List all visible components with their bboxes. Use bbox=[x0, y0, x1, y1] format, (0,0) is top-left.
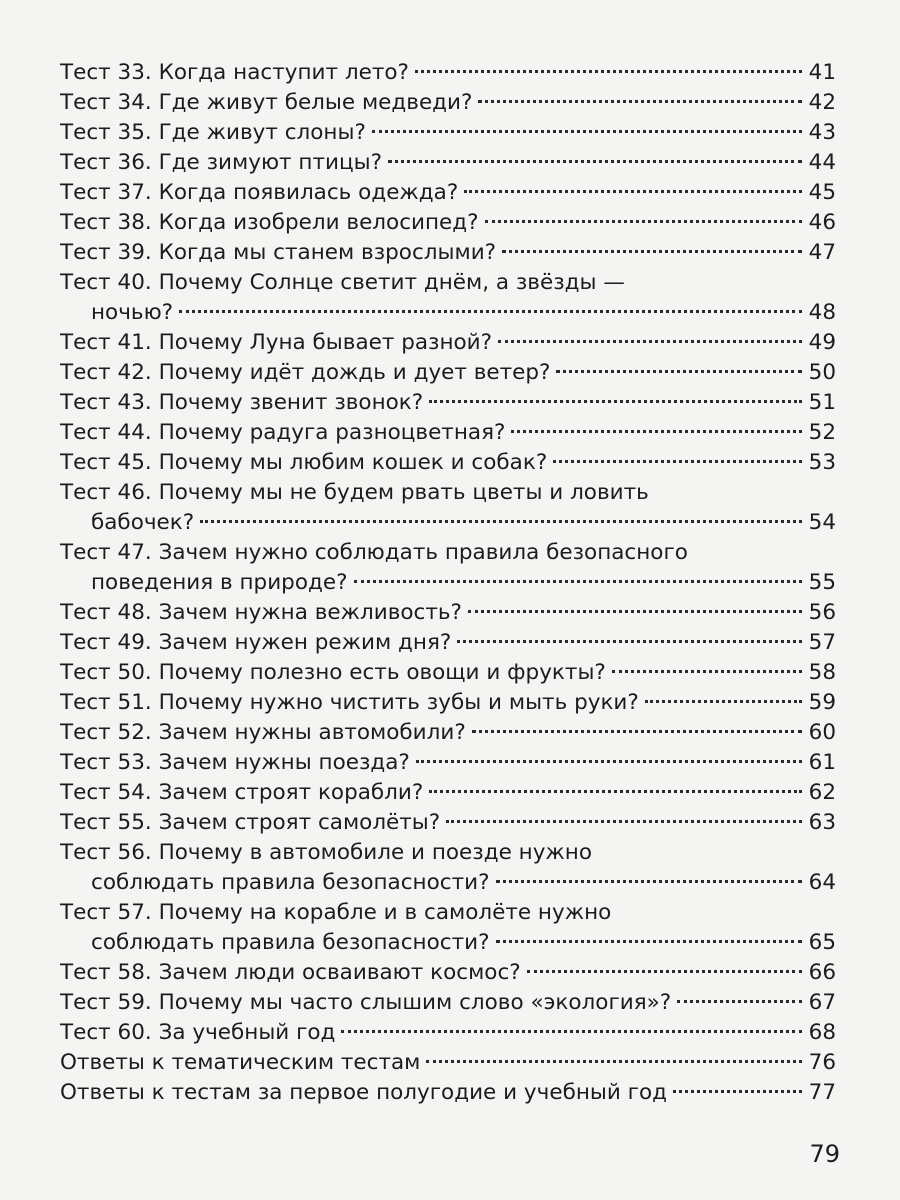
toc-entry bbox=[60, 178, 836, 208]
toc-page-number: 46 bbox=[808, 210, 836, 235]
toc-page-number: 64 bbox=[808, 870, 836, 895]
toc-entry-title: Тест 34. Где живут белые медведи? bbox=[60, 90, 473, 115]
toc-entry-title: Тест 33. Когда наступит лето? bbox=[60, 60, 409, 85]
dot-leader bbox=[527, 970, 802, 973]
toc-entry bbox=[60, 418, 836, 448]
dot-leader bbox=[429, 790, 802, 793]
dot-leader bbox=[415, 70, 802, 73]
toc-entry-line bbox=[60, 958, 836, 988]
toc-entry bbox=[60, 538, 836, 598]
dot-leader bbox=[429, 400, 802, 403]
toc-entry bbox=[60, 88, 836, 118]
dot-leader bbox=[478, 100, 802, 103]
toc-entry bbox=[60, 838, 836, 898]
toc-entry-title: Тест 59. Почему мы часто слышим слово «экология»? bbox=[60, 990, 672, 1015]
toc-entry-line bbox=[60, 388, 836, 418]
toc-page-number: 52 bbox=[808, 420, 836, 445]
dot-leader bbox=[372, 130, 802, 133]
toc-entry bbox=[60, 1048, 836, 1078]
toc-entry bbox=[60, 268, 836, 328]
toc-entry-title: ночью? bbox=[91, 300, 174, 325]
toc-entry bbox=[60, 628, 836, 658]
toc-entry-title: Тест 54. Зачем строят корабли? bbox=[60, 780, 424, 805]
toc-entry-line bbox=[60, 1018, 836, 1048]
toc-entry-title: Тест 39. Когда мы станем взрослыми? bbox=[60, 240, 497, 265]
dot-leader bbox=[354, 580, 803, 583]
toc-page-number: 44 bbox=[808, 150, 836, 175]
toc-entry-line bbox=[60, 268, 836, 298]
toc-entry-line bbox=[60, 118, 836, 148]
dot-leader bbox=[341, 1030, 802, 1033]
toc-entry bbox=[60, 328, 836, 358]
dot-leader bbox=[673, 1090, 802, 1093]
toc-entry-title: Тест 35. Где живут слоны? bbox=[60, 120, 366, 145]
toc-page-number: 55 bbox=[808, 570, 836, 595]
toc-entry bbox=[60, 598, 836, 628]
toc-entry-title: Тест 41. Почему Луна бывает разной? bbox=[60, 330, 493, 355]
toc-entry-title: Тест 60. За учебный год bbox=[60, 1020, 336, 1045]
toc-page-number: 49 bbox=[808, 330, 836, 355]
toc-entry-line bbox=[60, 58, 836, 88]
dot-leader bbox=[446, 820, 802, 823]
toc-entry-title: Тест 55. Зачем строят самолёты? bbox=[60, 810, 441, 835]
dot-leader bbox=[388, 160, 802, 163]
toc-entry-title: Тест 49. Зачем нужен режим дня? bbox=[60, 630, 452, 655]
toc-entry-line bbox=[60, 448, 836, 478]
toc-page-number: 77 bbox=[808, 1080, 836, 1105]
toc-page-number: 48 bbox=[808, 300, 836, 325]
toc-entry-line bbox=[60, 358, 836, 388]
toc-entry-title: Тест 51. Почему нужно чистить зубы и мыть руки? bbox=[60, 690, 639, 715]
toc-entry-line bbox=[60, 748, 836, 778]
toc-entry-line bbox=[60, 478, 836, 508]
toc-page-number: 67 bbox=[808, 990, 836, 1015]
toc-page-number: 54 bbox=[808, 510, 836, 535]
toc-page-number: 43 bbox=[808, 120, 836, 145]
dot-leader bbox=[553, 460, 802, 463]
toc-entry-line bbox=[60, 178, 836, 208]
toc-entry bbox=[60, 658, 836, 688]
dot-leader bbox=[496, 940, 803, 943]
toc-entry-line bbox=[60, 598, 836, 628]
dot-leader bbox=[472, 730, 802, 733]
dot-leader bbox=[677, 1000, 802, 1003]
toc-page-number: 61 bbox=[808, 750, 836, 775]
toc-entry bbox=[60, 718, 836, 748]
toc-page-number: 65 bbox=[808, 930, 836, 955]
toc-page-number: 60 bbox=[808, 720, 836, 745]
dot-leader bbox=[200, 520, 802, 523]
toc-entry-title: Тест 57. Почему на корабле и в самолёте нужно bbox=[60, 900, 612, 925]
toc-page-number: 59 bbox=[808, 690, 836, 715]
toc-page-number: 53 bbox=[808, 450, 836, 475]
toc-entry-line bbox=[60, 538, 836, 568]
toc-entry-title: Тест 58. Зачем люди осваивают космос? bbox=[60, 960, 521, 985]
toc-page-number: 56 bbox=[808, 600, 836, 625]
toc-entry bbox=[60, 118, 836, 148]
dot-leader bbox=[496, 880, 803, 883]
dot-leader bbox=[457, 640, 802, 643]
toc-entry-title: поведения в природе? bbox=[91, 570, 348, 595]
toc-entry-line bbox=[60, 628, 836, 658]
toc-entry-line bbox=[60, 328, 836, 358]
toc-page-number: 58 bbox=[808, 660, 836, 685]
toc-entry-title: Тест 53. Зачем нужны поезда? bbox=[60, 750, 410, 775]
toc-entry-title: Тест 44. Почему радуга разноцветная? bbox=[60, 420, 506, 445]
dot-leader bbox=[556, 370, 802, 373]
toc-entry-continuation bbox=[60, 868, 836, 898]
dot-leader bbox=[498, 340, 802, 343]
toc-entry-title: Тест 50. Почему полезно есть овощи и фрукты? bbox=[60, 660, 606, 685]
toc-entry bbox=[60, 1078, 836, 1108]
toc-entry-title: Тест 38. Когда изобрели велосипед? bbox=[60, 210, 479, 235]
toc-entry-line bbox=[60, 688, 836, 718]
toc-entry bbox=[60, 448, 836, 478]
toc-entry-continuation bbox=[60, 508, 836, 538]
toc-entry bbox=[60, 988, 836, 1018]
toc-entry-title: Тест 47. Зачем нужно соблюдать правила безопасного bbox=[60, 540, 688, 565]
toc-entry-continuation bbox=[60, 568, 836, 598]
toc-entry bbox=[60, 748, 836, 778]
toc-entry-line bbox=[60, 1048, 836, 1078]
toc-entry-title: Ответы к тестам за первое полугодие и учебный год bbox=[60, 1080, 667, 1105]
toc-entry-line bbox=[60, 1078, 836, 1108]
toc-entry-continuation bbox=[60, 298, 836, 328]
toc-entry bbox=[60, 898, 836, 958]
toc-page-number: 45 bbox=[808, 180, 836, 205]
toc-entry-title: Тест 43. Почему звенит звонок? bbox=[60, 390, 424, 415]
toc-entry bbox=[60, 1018, 836, 1048]
toc-entry-line bbox=[60, 238, 836, 268]
toc-entry-line bbox=[60, 658, 836, 688]
toc-entry-title: Тест 52. Зачем нужны автомобили? bbox=[60, 720, 466, 745]
toc-entry bbox=[60, 358, 836, 388]
dot-leader bbox=[426, 1060, 802, 1063]
toc-page-number: 66 bbox=[808, 960, 836, 985]
toc-page-number: 50 bbox=[808, 360, 836, 385]
dot-leader bbox=[485, 220, 802, 223]
page-number: 79 bbox=[809, 1140, 840, 1168]
toc-entry-line bbox=[60, 898, 836, 928]
toc-page-number: 63 bbox=[808, 810, 836, 835]
toc-entry-line bbox=[60, 778, 836, 808]
toc-entry bbox=[60, 478, 836, 538]
toc-entry-line bbox=[60, 718, 836, 748]
toc-entry-title: Тест 46. Почему мы не будем рвать цветы и ловить bbox=[60, 480, 649, 505]
toc-entry bbox=[60, 688, 836, 718]
toc-entry-title: Тест 40. Почему Солнце светит днём, а звёзды — bbox=[60, 270, 625, 295]
toc-page-number: 42 bbox=[808, 90, 836, 115]
toc-entry-title: Тест 48. Зачем нужна вежливость? bbox=[60, 600, 462, 625]
toc-entry-line bbox=[60, 988, 836, 1018]
dot-leader bbox=[511, 430, 802, 433]
toc-entry-title: соблюдать правила безопасности? bbox=[91, 930, 490, 955]
toc-entry bbox=[60, 958, 836, 988]
table-of-contents bbox=[60, 58, 836, 1108]
toc-entry-line bbox=[60, 88, 836, 118]
toc-page-number: 76 bbox=[808, 1050, 836, 1075]
toc-entry-title: бабочек? bbox=[91, 510, 195, 535]
toc-page-number: 41 bbox=[808, 60, 836, 85]
dot-leader bbox=[179, 310, 802, 313]
toc-entry-title: Тест 45. Почему мы любим кошек и собак? bbox=[60, 450, 548, 475]
toc-entry-line bbox=[60, 208, 836, 238]
toc-entry bbox=[60, 808, 836, 838]
toc-page-number: 68 bbox=[808, 1020, 836, 1045]
toc-entry bbox=[60, 388, 836, 418]
toc-entry bbox=[60, 208, 836, 238]
toc-entry-title: Тест 36. Где зимуют птицы? bbox=[60, 150, 382, 175]
dot-leader bbox=[502, 250, 802, 253]
toc-entry-line bbox=[60, 808, 836, 838]
toc-page-number: 51 bbox=[808, 390, 836, 415]
dot-leader bbox=[468, 610, 802, 613]
toc-entry-title: Тест 42. Почему идёт дождь и дует ветер? bbox=[60, 360, 551, 385]
toc-entry bbox=[60, 238, 836, 268]
dot-leader bbox=[612, 670, 802, 673]
toc-page-number: 47 bbox=[808, 240, 836, 265]
dot-leader bbox=[416, 760, 802, 763]
toc-page-number: 57 bbox=[808, 630, 836, 655]
toc-entry-line bbox=[60, 838, 836, 868]
toc-entry bbox=[60, 148, 836, 178]
toc-entry-title: Ответы к тематическим тестам bbox=[60, 1050, 421, 1075]
dot-leader bbox=[645, 700, 802, 703]
toc-entry-title: соблюдать правила безопасности? bbox=[91, 870, 490, 895]
toc-entry-title: Тест 56. Почему в автомобиле и поезде нужно bbox=[60, 840, 592, 865]
toc-entry-title: Тест 37. Когда появилась одежда? bbox=[60, 180, 459, 205]
toc-entry bbox=[60, 778, 836, 808]
dot-leader bbox=[464, 190, 802, 193]
toc-entry bbox=[60, 58, 836, 88]
toc-entry-continuation bbox=[60, 928, 836, 958]
toc-entry-line bbox=[60, 418, 836, 448]
toc-entry-line bbox=[60, 148, 836, 178]
toc-page-number: 62 bbox=[808, 780, 836, 805]
